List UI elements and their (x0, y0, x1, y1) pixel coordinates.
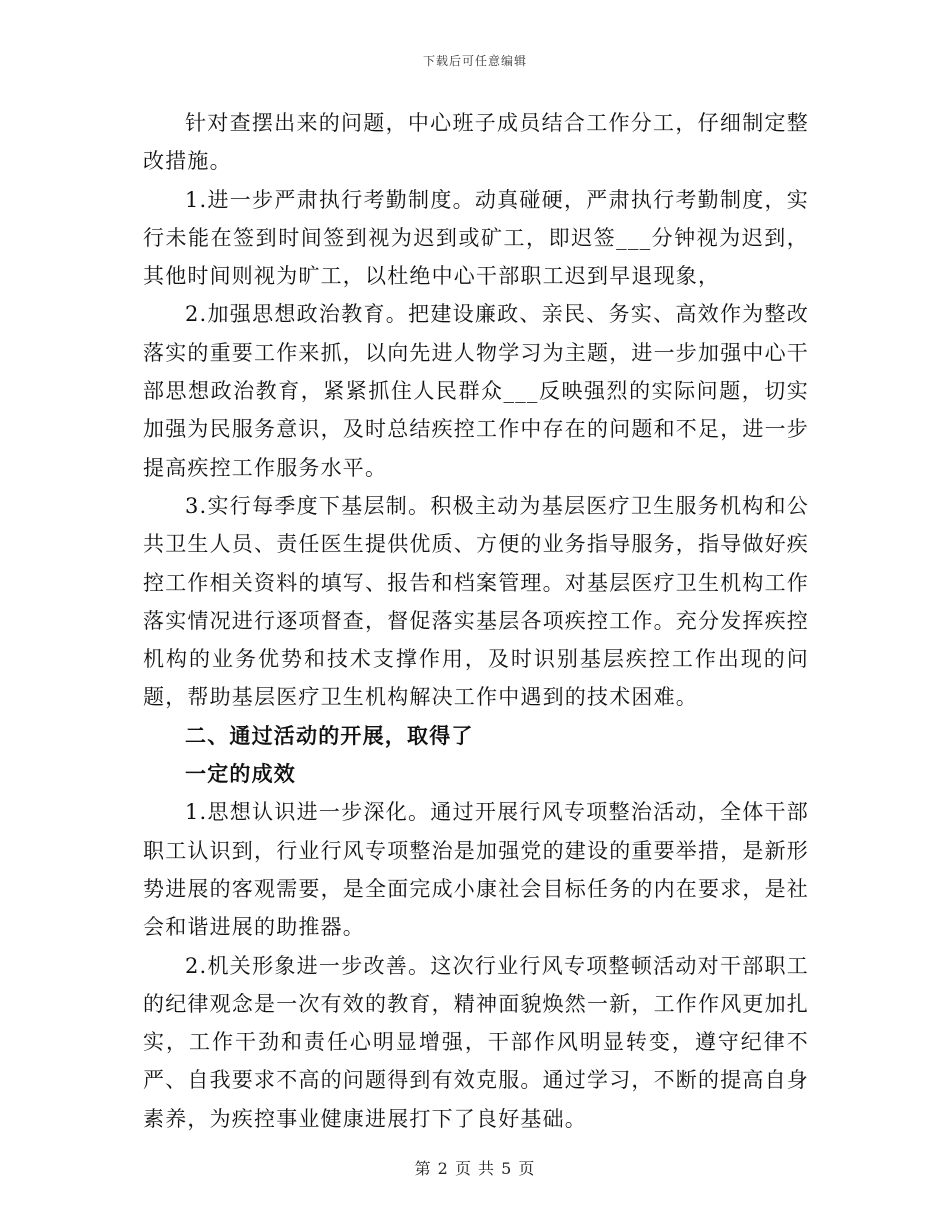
page-header-note: 下载后可任意编辑 (422, 54, 527, 68)
document-body (143, 104, 809, 1138)
page-number: 第 2 页 共 5 页 (414, 1159, 536, 1178)
section-heading-line-1: 二、通过活动的开展，取得了 (185, 723, 474, 748)
paragraph-measure-2: 2.加强思想政治教育。把建设廉政、亲民、务实、高效作为整改落实的重要工作来抓，以向先进人物学习为主题，进一步加强中心干部思想政治教育，紧紧抓住人民群众___反映强烈的实际问题，切实加强为民服务意识，及时总结疾控工作中存在的问题和不足，进一步提高疾控工作服务水平。 (143, 302, 809, 480)
paragraph-measure-3: 3.实行每季度下基层制。积极主动为基层医疗卫生服务机构和公共卫生人员、责任医生提供优质、方便的业务指导服务，指导做好疾控工作相关资料的填写、报告和档案管理。对基层医疗卫生机构工作落实情况进行逐项督查，督促落实基层各项疾控工作。充分发挥疾控机构的业务优势和技术支撑作用，及时识别基层疾控工作出现的问题，帮助基层医疗卫生机构解决工作中遇到的技术困难。 (143, 493, 809, 710)
paragraph-measure-1: 1.进一步严肃执行考勤制度。动真碰硬，严肃执行考勤制度，实行未能在签到时间签到视为迟到或矿工，即迟签___分钟视为迟到，其他时间则视为旷工，以杜绝中心干部职工迟到早退现象， (143, 187, 809, 289)
paragraph-result-2: 2.机关形象进一步改善。这次行业行风专项整顿活动对干部职工的纪律观念是一次有效的教育，精神面貌焕然一新，工作作风更加扎实，工作干劲和责任心明显增强，干部作风明显转变，遵守纪律不严、自我要求不高的问题得到有效克服。通过学习，不断的提高自身素养，为疾控事业健康进展打下了良好基础。 (143, 953, 809, 1131)
paragraph-result-1: 1.思想认识进一步深化。通过开展行风专项整治活动，全体干部职工认识到，行业行风专项整治是加强党的建设的重要举措，是新形势进展的客观需要，是全面完成小康社会目标任务的内在要求，是社会和谐进展的助推器。 (143, 800, 809, 940)
section-heading-line-2: 一定的成效 (185, 762, 296, 787)
paragraph-intro: 针对查摆出来的问题，中心班子成员结合工作分工，仔细制定整改措施。 (143, 111, 809, 174)
